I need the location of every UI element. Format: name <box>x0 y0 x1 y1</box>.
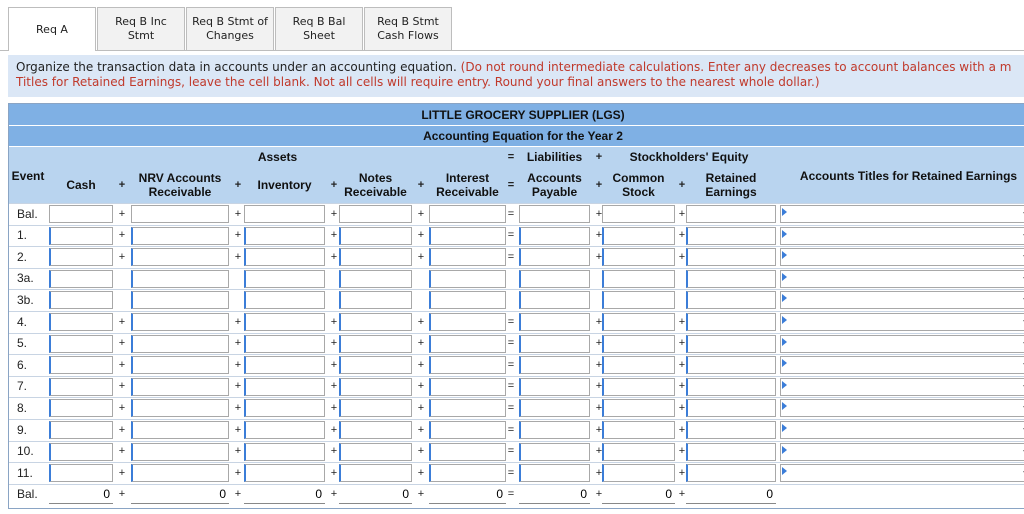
row-op-3: + <box>417 315 425 328</box>
cell-input-nrv-accounts-receivable[interactable] <box>131 399 229 417</box>
row-op-6: + <box>678 358 686 371</box>
cell-input-retained-earnings[interactable] <box>686 399 776 417</box>
cell-input-accounts-payable[interactable] <box>519 291 590 309</box>
cell-input-accounts-payable[interactable] <box>519 399 590 417</box>
cell-input-interest-receivable[interactable] <box>429 486 506 504</box>
event-label: 6. <box>17 357 28 372</box>
column-header-common-stock: Common Stock <box>612 171 665 199</box>
cell-input-interest-receivable[interactable] <box>429 356 506 374</box>
cell-input-interest-receivable[interactable] <box>429 335 506 353</box>
cell-input-cash[interactable] <box>49 421 113 439</box>
dropdown-indicator-icon <box>782 230 787 238</box>
column-header-cash: Cash <box>66 178 96 192</box>
row-op-3: + <box>417 466 425 479</box>
row-op-5: + <box>595 207 603 220</box>
cell-input-retained-earnings[interactable] <box>686 421 776 439</box>
cell-input-notes-receivable[interactable] <box>339 464 412 482</box>
dropdown-indicator-icon <box>782 467 787 475</box>
row-op-1: + <box>234 401 242 414</box>
cell-input-interest-receivable[interactable] <box>429 399 506 417</box>
cell-input-interest-receivable[interactable] <box>429 248 506 266</box>
cell-input-cash[interactable] <box>49 399 113 417</box>
cell-input-nrv-accounts-receivable[interactable] <box>131 464 229 482</box>
header-op-1: + <box>234 178 242 191</box>
cell-input-nrv-accounts-receivable[interactable] <box>131 421 229 439</box>
row-op-3: + <box>417 229 425 242</box>
row-op-3: + <box>417 337 425 350</box>
cell-input-common-stock[interactable] <box>602 291 675 309</box>
cell-input-interest-receivable[interactable] <box>429 270 506 288</box>
tab-req-b-stmt-cash-flows[interactable]: Req B Stmt Cash Flows <box>364 7 452 50</box>
row-op-0: + <box>118 229 126 242</box>
row-op-6: + <box>678 423 686 436</box>
cell-input-notes-receivable[interactable] <box>339 335 412 353</box>
row-op-0: + <box>118 207 126 220</box>
event-header: Event <box>11 169 45 183</box>
row-op-0: + <box>118 466 126 479</box>
account-title-select[interactable] <box>780 248 1024 266</box>
cell-input-inventory[interactable] <box>244 335 325 353</box>
cell-input-cash[interactable] <box>49 335 113 353</box>
cell-input-accounts-payable[interactable] <box>519 421 590 439</box>
row-op-2: + <box>330 466 338 479</box>
cell-input-cash[interactable] <box>49 378 113 396</box>
cell-input-common-stock[interactable] <box>602 205 675 223</box>
row-op-6: + <box>678 229 686 242</box>
cell-input-retained-earnings[interactable] <box>686 227 776 245</box>
row-op-1: + <box>234 229 242 242</box>
cell-input-inventory[interactable] <box>244 270 325 288</box>
cell-input-common-stock[interactable] <box>602 399 675 417</box>
cell-input-nrv-accounts-receivable[interactable] <box>131 248 229 266</box>
row-op-4: = <box>507 315 515 328</box>
cell-input-inventory[interactable] <box>244 443 325 461</box>
row-op-3: + <box>417 401 425 414</box>
row-op-1: + <box>234 466 242 479</box>
cell-input-common-stock[interactable] <box>602 464 675 482</box>
row-op-0: + <box>118 488 126 501</box>
row-op-0: + <box>118 315 126 328</box>
cell-input-notes-receivable[interactable] <box>339 486 412 504</box>
cell-input-retained-earnings[interactable] <box>686 356 776 374</box>
column-header-notes-receivable: Notes Receivable <box>344 171 407 199</box>
cell-input-retained-earnings[interactable] <box>686 313 776 331</box>
row-op-4: = <box>507 423 515 436</box>
cell-input-accounts-payable[interactable] <box>519 227 590 245</box>
account-title-select[interactable] <box>780 313 1024 331</box>
row-op-0: + <box>118 358 126 371</box>
tab-req-b-inc-stmt[interactable]: Req B Inc Stmt <box>97 7 185 50</box>
cell-input-accounts-payable[interactable] <box>519 205 590 223</box>
table-subtitle: Accounting Equation for the Year 2 <box>423 129 623 143</box>
cell-input-interest-receivable[interactable] <box>429 464 506 482</box>
instructions <box>8 55 1024 97</box>
cell-input-notes-receivable[interactable] <box>339 205 412 223</box>
cell-input-inventory[interactable] <box>244 399 325 417</box>
cell-input-nrv-accounts-receivable[interactable] <box>131 443 229 461</box>
row-op-5: + <box>595 423 603 436</box>
cell-input-interest-receivable[interactable] <box>429 291 506 309</box>
row-op-6: + <box>678 250 686 263</box>
cell-input-retained-earnings[interactable] <box>686 335 776 353</box>
cell-input-notes-receivable[interactable] <box>339 248 412 266</box>
event-label: 2. <box>17 249 28 264</box>
header-op-6: + <box>678 178 686 191</box>
cell-input-common-stock[interactable] <box>602 486 675 504</box>
row-op-5: + <box>595 466 603 479</box>
event-label: 11. <box>17 465 33 480</box>
row-op-1: + <box>234 250 242 263</box>
cell-input-common-stock[interactable] <box>602 421 675 439</box>
cell-input-inventory[interactable] <box>244 464 325 482</box>
cell-input-notes-receivable[interactable] <box>339 443 412 461</box>
row-op-2: + <box>330 229 338 242</box>
cell-input-accounts-payable[interactable] <box>519 378 590 396</box>
event-label: Bal. <box>17 487 38 502</box>
row-op-4: = <box>507 401 515 414</box>
cell-input-cash[interactable] <box>49 356 113 374</box>
cell-input-accounts-payable[interactable] <box>519 335 590 353</box>
cell-input-nrv-accounts-receivable[interactable] <box>131 270 229 288</box>
dropdown-indicator-icon <box>782 446 787 454</box>
tab-req-b-bal-sheet[interactable]: Req B Bal Sheet <box>275 7 363 50</box>
cell-input-retained-earnings[interactable] <box>686 378 776 396</box>
row-op-5: + <box>595 401 603 414</box>
row-op-0: + <box>118 250 126 263</box>
row-op-1: + <box>234 380 242 393</box>
row-op-0: + <box>118 445 126 458</box>
row-op-3: + <box>417 380 425 393</box>
cell-input-inventory[interactable] <box>244 356 325 374</box>
row-op-4: = <box>507 229 515 242</box>
account-title-select[interactable] <box>780 443 1024 461</box>
cell-input-nrv-accounts-receivable[interactable] <box>131 486 229 504</box>
cell-input-interest-receivable[interactable] <box>429 205 506 223</box>
cell-input-common-stock[interactable] <box>602 443 675 461</box>
cell-input-cash[interactable] <box>49 313 113 331</box>
row-op-1: + <box>234 445 242 458</box>
cell-input-cash[interactable] <box>49 464 113 482</box>
header-op-5: + <box>595 178 603 191</box>
cell-input-cash[interactable] <box>49 486 113 504</box>
cell-input-cash[interactable] <box>49 205 113 223</box>
cell-input-inventory[interactable] <box>244 291 325 309</box>
row-op-2: + <box>330 488 338 501</box>
row-op-5: + <box>595 229 603 242</box>
cell-input-notes-receivable[interactable] <box>339 421 412 439</box>
cell-input-retained-earnings[interactable] <box>686 205 776 223</box>
cell-input-notes-receivable[interactable] <box>339 227 412 245</box>
cell-input-common-stock[interactable] <box>602 313 675 331</box>
dropdown-indicator-icon <box>782 316 787 324</box>
row-op-2: + <box>330 358 338 371</box>
row-op-2: + <box>330 207 338 220</box>
row-op-4: = <box>507 358 515 371</box>
cell-input-inventory[interactable] <box>244 248 325 266</box>
dropdown-indicator-icon <box>782 273 787 281</box>
column-header-retained-earnings: Retained Earnings <box>705 171 757 199</box>
row-op-5: + <box>595 380 603 393</box>
cell-input-accounts-payable[interactable] <box>519 270 590 288</box>
row-op-5: + <box>595 488 603 501</box>
dropdown-indicator-icon <box>782 208 787 216</box>
row-op-5: + <box>595 337 603 350</box>
cell-input-nrv-accounts-receivable[interactable] <box>131 205 229 223</box>
cell-input-nrv-accounts-receivable[interactable] <box>131 313 229 331</box>
cell-input-retained-earnings[interactable] <box>686 291 776 309</box>
account-title-select[interactable] <box>780 291 1024 309</box>
cell-input-common-stock[interactable] <box>602 356 675 374</box>
account-title-select[interactable] <box>780 464 1024 482</box>
cell-input-nrv-accounts-receivable[interactable] <box>131 356 229 374</box>
cell-input-cash[interactable] <box>49 443 113 461</box>
cell-input-retained-earnings[interactable] <box>686 248 776 266</box>
instructions-note-2: Titles for Retained Earnings, leave the cell blank. Not all cells will require entry. Round your final answers to the nearest whole dollar.) <box>16 75 820 89</box>
row-op-0: + <box>118 380 126 393</box>
cell-input-inventory[interactable] <box>244 227 325 245</box>
row-op-6: + <box>678 445 686 458</box>
header-op-4: = <box>507 178 515 191</box>
event-label: 3b. <box>17 292 34 307</box>
cell-input-accounts-payable[interactable] <box>519 248 590 266</box>
header-op-3: + <box>417 178 425 191</box>
column-header-interest-receivable: Interest Receivable <box>436 171 499 199</box>
cell-input-notes-receivable[interactable] <box>339 270 412 288</box>
cell-input-accounts-payable[interactable] <box>519 356 590 374</box>
row-op-2: + <box>330 315 338 328</box>
row-op-0: + <box>118 423 126 436</box>
row-op-4: = <box>507 207 515 220</box>
row-op-6: + <box>678 488 686 501</box>
cell-input-interest-receivable[interactable] <box>429 378 506 396</box>
cell-input-inventory[interactable] <box>244 486 325 504</box>
row-op-5: + <box>595 445 603 458</box>
row-op-6: + <box>678 466 686 479</box>
tab-bar-baseline <box>0 50 1024 51</box>
cell-input-accounts-payable[interactable] <box>519 486 590 504</box>
row-op-0: + <box>118 401 126 414</box>
row-op-4: = <box>507 445 515 458</box>
row-op-2: + <box>330 380 338 393</box>
account-title-select[interactable] <box>780 356 1024 374</box>
event-label: 7. <box>17 379 28 394</box>
row-op-6: + <box>678 207 686 220</box>
row-op-5: + <box>595 250 603 263</box>
row-op-2: + <box>330 445 338 458</box>
row-op-6: + <box>678 337 686 350</box>
row-op-3: + <box>417 250 425 263</box>
dropdown-indicator-icon <box>782 381 787 389</box>
row-op-5: + <box>595 315 603 328</box>
cell-input-retained-earnings[interactable] <box>686 270 776 288</box>
cell-input-common-stock[interactable] <box>602 248 675 266</box>
cell-input-inventory[interactable] <box>244 378 325 396</box>
row-op-1: + <box>234 337 242 350</box>
tab-req-b-stmt-changes[interactable]: Req B Stmt of Changes <box>186 7 274 50</box>
row-op-6: + <box>678 401 686 414</box>
event-label: 1. <box>17 228 28 243</box>
header-op-0: + <box>118 178 126 191</box>
row-op-3: + <box>417 488 425 501</box>
cell-input-cash[interactable] <box>49 227 113 245</box>
cell-input-nrv-accounts-receivable[interactable] <box>131 335 229 353</box>
row-op-1: + <box>234 423 242 436</box>
row-op-3: + <box>417 358 425 371</box>
row-op-4: = <box>507 337 515 350</box>
cell-input-notes-receivable[interactable] <box>339 378 412 396</box>
cell-input-accounts-payable[interactable] <box>519 464 590 482</box>
column-header-inventory: Inventory <box>257 178 312 192</box>
row-op-0: + <box>118 337 126 350</box>
group-liabilities: Liabilities <box>526 150 583 164</box>
dropdown-indicator-icon <box>782 294 787 302</box>
cell-input-nrv-accounts-receivable[interactable] <box>131 227 229 245</box>
row-op-3: + <box>417 207 425 220</box>
row-op-3: + <box>417 423 425 436</box>
row-op-2: + <box>330 250 338 263</box>
event-label: 3a. <box>17 271 34 286</box>
event-label: 4. <box>17 314 28 329</box>
group-equity: Stockholders' Equity <box>629 150 749 164</box>
cell-input-retained-earnings[interactable] <box>686 486 776 504</box>
header-plus-sign: + <box>595 151 603 163</box>
cell-input-interest-receivable[interactable] <box>429 421 506 439</box>
row-op-4: = <box>507 380 515 393</box>
row-op-3: + <box>417 445 425 458</box>
column-header-accounts-payable: Accounts Payable <box>527 171 582 199</box>
tab-req-a[interactable]: Req A <box>8 7 96 51</box>
cell-input-notes-receivable[interactable] <box>339 313 412 331</box>
account-title-select[interactable] <box>780 227 1024 245</box>
column-header-nrv-accounts-receivable: NRV Accounts Receivable <box>138 171 222 199</box>
account-title-select[interactable] <box>780 335 1024 353</box>
event-label: 8. <box>17 400 28 415</box>
instructions-main: Organize the transaction data in accounts under an accounting equation. <box>16 60 461 74</box>
account-title-select[interactable] <box>780 421 1024 439</box>
dropdown-indicator-icon <box>782 424 787 432</box>
cell-input-common-stock[interactable] <box>602 335 675 353</box>
instructions-note: (Do not round intermediate calculations. Enter any decreases to account balances with a m <box>460 60 1012 74</box>
row-op-5: + <box>595 358 603 371</box>
cell-input-cash[interactable] <box>49 291 113 309</box>
titles-header: Accounts Titles for Retained Earnings <box>799 169 1018 183</box>
header-equals-sign: = <box>507 151 515 163</box>
row-op-1: + <box>234 315 242 328</box>
row-op-6: + <box>678 380 686 393</box>
cell-input-inventory[interactable] <box>244 205 325 223</box>
table-title: LITTLE GROCERY SUPPLIER (LGS) <box>421 107 625 122</box>
dropdown-indicator-icon <box>782 359 787 367</box>
row-op-4: = <box>507 488 515 501</box>
cell-input-common-stock[interactable] <box>602 270 675 288</box>
cell-input-notes-receivable[interactable] <box>339 356 412 374</box>
cell-input-inventory[interactable] <box>244 313 325 331</box>
cell-input-retained-earnings[interactable] <box>686 464 776 482</box>
cell-input-interest-receivable[interactable] <box>429 443 506 461</box>
tab-bar <box>0 0 1024 51</box>
row-op-4: = <box>507 250 515 263</box>
event-label: 9. <box>17 422 28 437</box>
accounting-equation-table <box>8 103 1024 509</box>
row-op-6: + <box>678 315 686 328</box>
cell-input-cash[interactable] <box>49 270 113 288</box>
dropdown-indicator-icon <box>782 402 787 410</box>
cell-input-inventory[interactable] <box>244 421 325 439</box>
cell-input-notes-receivable[interactable] <box>339 399 412 417</box>
cell-input-interest-receivable[interactable] <box>429 227 506 245</box>
cell-input-retained-earnings[interactable] <box>686 443 776 461</box>
group-assets: Assets <box>257 150 298 164</box>
row-op-2: + <box>330 337 338 350</box>
event-label: 10. <box>17 444 34 459</box>
row-op-1: + <box>234 488 242 501</box>
dropdown-indicator-icon <box>782 338 787 346</box>
dropdown-indicator-icon <box>782 251 787 259</box>
cell-input-nrv-accounts-receivable[interactable] <box>131 378 229 396</box>
account-title-select[interactable] <box>780 399 1024 417</box>
account-title-select[interactable] <box>780 378 1024 396</box>
event-label: Bal. <box>17 206 38 221</box>
cell-input-accounts-payable[interactable] <box>519 313 590 331</box>
cell-input-common-stock[interactable] <box>602 378 675 396</box>
event-label: 5. <box>17 336 28 351</box>
cell-input-common-stock[interactable] <box>602 227 675 245</box>
cell-input-nrv-accounts-receivable[interactable] <box>131 291 229 309</box>
cell-input-accounts-payable[interactable] <box>519 443 590 461</box>
row-op-2: + <box>330 423 338 436</box>
header-op-2: + <box>330 178 338 191</box>
row-op-4: = <box>507 466 515 479</box>
row-op-1: + <box>234 207 242 220</box>
row-op-1: + <box>234 358 242 371</box>
row-op-2: + <box>330 401 338 414</box>
cell-input-cash[interactable] <box>49 248 113 266</box>
account-title-select[interactable] <box>780 270 1024 288</box>
cell-input-interest-receivable[interactable] <box>429 313 506 331</box>
cell-input-notes-receivable[interactable] <box>339 291 412 309</box>
account-title-select[interactable] <box>780 205 1024 223</box>
